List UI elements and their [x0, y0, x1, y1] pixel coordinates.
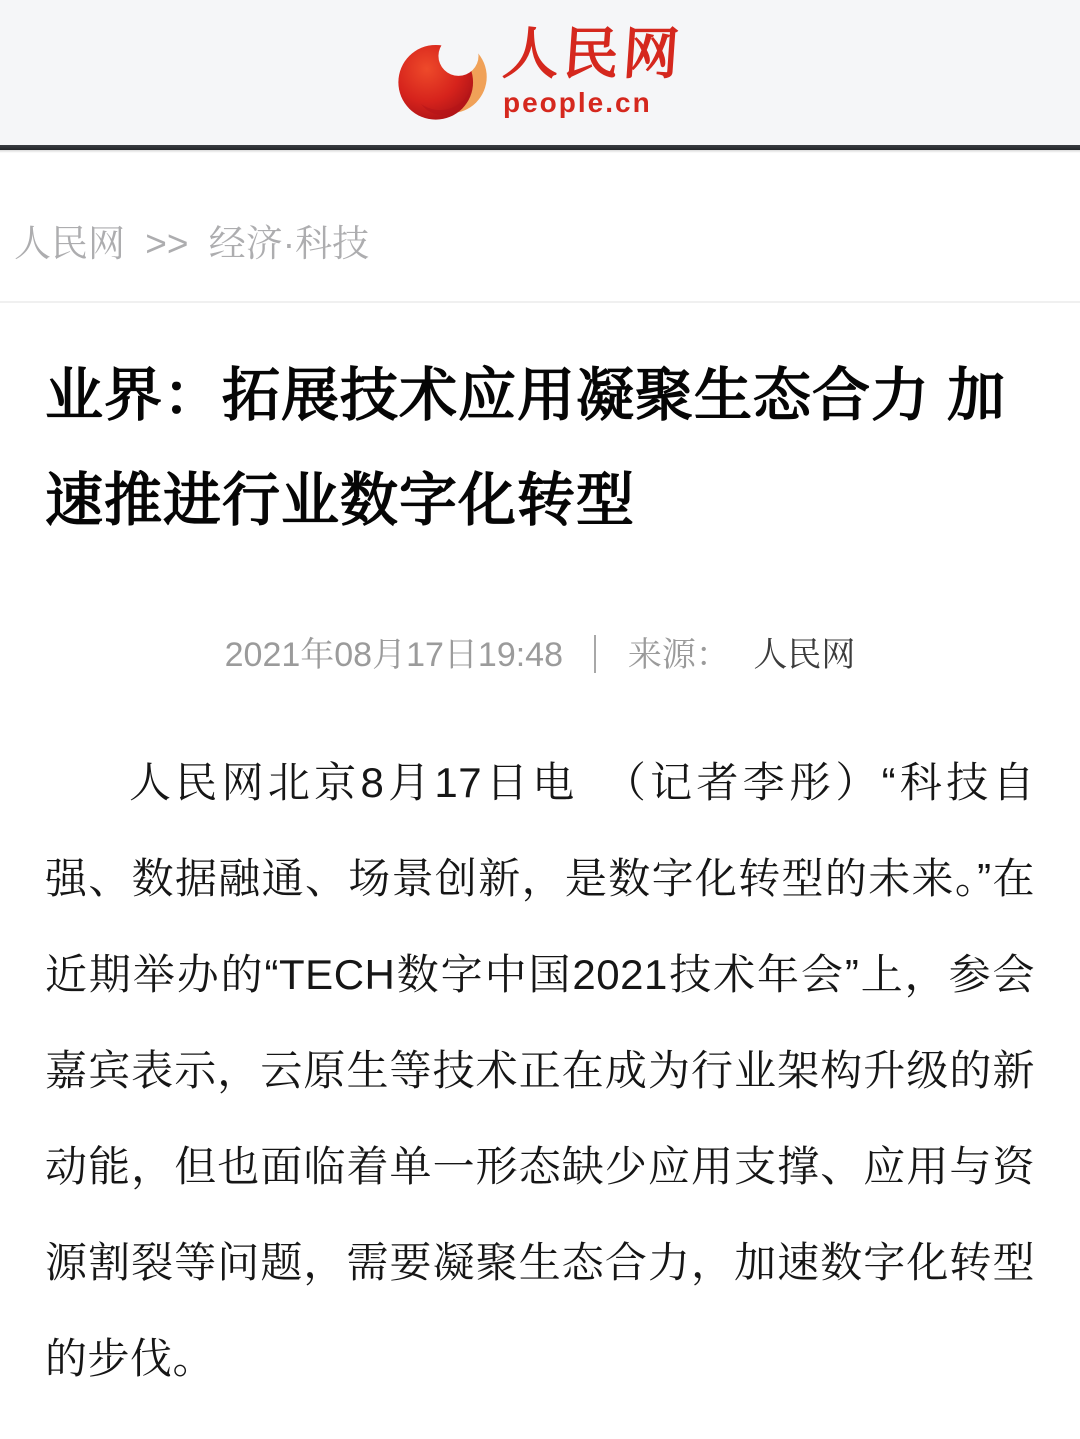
breadcrumb-site-link[interactable]: 人民网 — [14, 223, 125, 264]
logo-site-name: 人民网 — [500, 21, 686, 85]
source-name[interactable]: 人民网 — [753, 636, 856, 674]
meta-separator — [594, 635, 596, 673]
breadcrumb-section-link[interactable]: 经济·科技 — [208, 223, 370, 264]
article — [0, 343, 1080, 1407]
breadcrumb-separator: >> — [145, 223, 189, 264]
people-cn-logo[interactable] — [397, 20, 686, 126]
article-body-paragraph: 人民网北京8月17日电 （记者李彤）“科技自强、数据融通、场景创新，是数字化转型的未来。”在近期举办的“TECH数字中国2021技术年会”上，参会嘉宾表示，云原生等技术正在成为行业架构升级的新动能，但也面临着单一形态缺少应用支撑、应用与资源割裂等问题，需要凝聚生态合力，加速数字化转型的步伐。 — [45, 759, 1035, 1382]
site-header — [0, 0, 1080, 145]
source-label: 来源： — [627, 636, 730, 674]
people-cn-logo-mark-icon — [397, 24, 489, 126]
breadcrumb — [0, 153, 1080, 303]
article-meta — [45, 631, 1035, 679]
logo-domain: people.cn — [503, 86, 652, 118]
logo-text-block — [500, 20, 686, 118]
publish-time: 2021年08月17日19:48 — [224, 636, 563, 674]
article-title: 业界：拓展技术应用凝聚生态合力 加速推进行业数字化转型 — [45, 363, 1007, 533]
